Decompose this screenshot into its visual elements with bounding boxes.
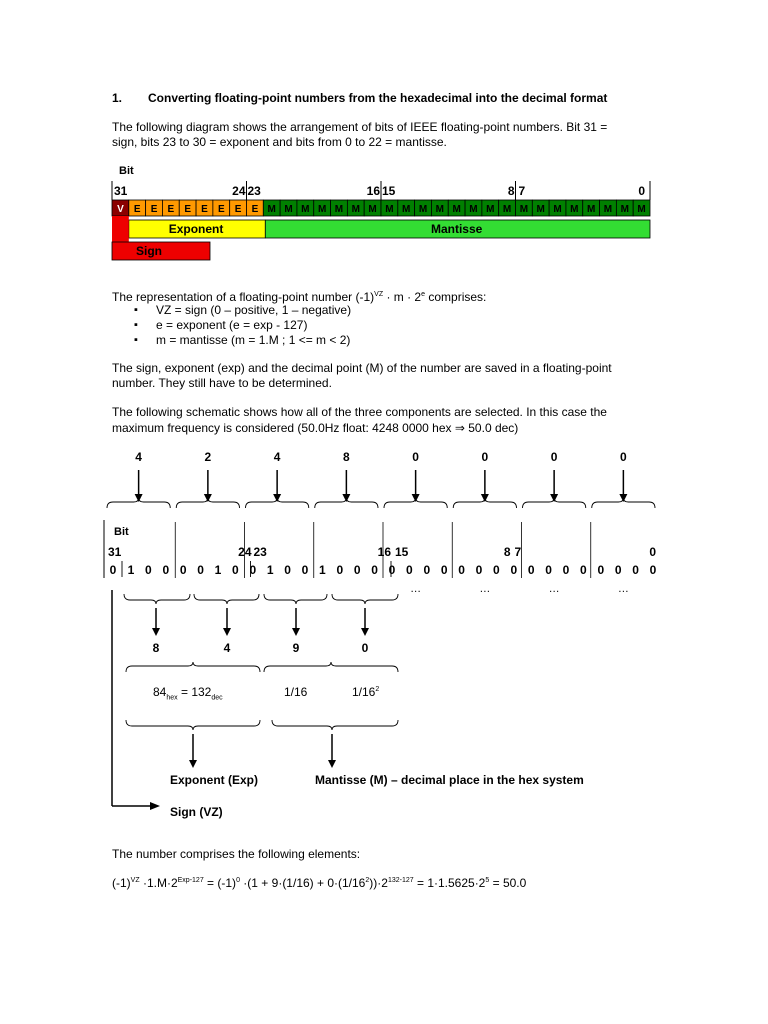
bit-value: 1 [127,563,135,577]
fraction-1-16: 1/16 [284,685,308,699]
group-brace [315,498,378,508]
bit-cell-letter: E [133,204,141,215]
implies-arrow-icon: ⇒ [454,421,465,435]
bit-cell-letter: M [586,204,596,215]
bit-value: 0 [545,563,552,577]
formula-part-1: (-1) [112,876,131,890]
exp-hex: 84 [153,685,167,699]
representation-sup-vz: VZ [374,291,384,298]
sign-arrow-head [150,802,160,810]
bit-value: 0 [510,563,518,577]
bullet-exponent: ▪ e = exponent (e = exp - 127) [134,318,351,333]
tick-label-0: 0 [638,184,645,198]
bit-value: 0 [423,563,431,577]
hex-digit: 2 [204,450,212,464]
arrow-head [361,628,369,636]
schematic-intro-post: 50.0 dec) [464,421,519,435]
bit-value: 0 [145,563,152,577]
exponent-exp-label: Exponent (Exp) [170,773,259,787]
arrow-head [292,628,300,636]
bit-cell-letter: M [620,204,629,215]
hex-digit: 4 [135,450,142,464]
arrow-head [328,760,336,768]
bit-value: 0 [580,563,587,577]
regroup-brace [264,594,327,604]
bit-cell-letter: E [251,204,259,215]
bit-value: 0 [614,563,622,577]
tick-label: 16 [377,545,391,559]
bullet-mantisse: ▪ m = mantisse (m = 1.M ; 1 <= m < 2) [134,333,351,348]
group-brace [384,498,447,508]
arrow-head [223,628,231,636]
exp-dec-sub: dec [211,694,223,702]
mantisse-bar-label: Mantisse [430,222,483,236]
bit-cell-letter: M [435,204,445,215]
bit-label: Bit [114,526,129,538]
regrouped-digit: 8 [152,641,160,655]
arrow-head [189,760,197,768]
hex-digit: 0 [620,450,627,464]
tick-label-15: 15 [382,184,396,198]
bit-value: 0 [597,563,605,577]
exponent-result-brace [126,720,260,730]
saved-line-1: The sign, exponent (exp) and the decimal point (M) of the number are saved in a floating-point [112,361,612,375]
group-brace [523,498,586,508]
intro-line-1: The following diagram shows the arrangement of bits of IEEE floating-point numbers. Bit 31 = [112,120,608,134]
mantisse-group-brace [264,662,398,672]
tick-label-16: 16 [366,184,380,198]
bit-cell-letter: M [385,204,394,215]
regrouped-digit: 4 [223,641,231,655]
ellipsis: … [410,583,422,595]
formula-sup-5: 132-127 [387,877,414,884]
exponent-group-brace [126,662,260,672]
bit-cell-letter: M [368,204,377,215]
mantisse-hex-label: Mantisse (M) – decimal place in the hex system [315,773,584,787]
bit-value: 1 [214,563,222,577]
bit-value: 0 [493,563,500,577]
group-brace [453,498,516,508]
representation-sup-e: e [421,291,426,298]
formula-sup-4: 2 [365,877,370,884]
tick-label-7: 7 [518,184,526,198]
group-brace [176,498,239,508]
bit-value: 0 [301,563,309,577]
ellipsis: … [617,583,629,595]
bit-value: 0 [336,563,344,577]
bit-cell-letter: E [150,204,158,215]
saved-line-2: number. They still have to be determined. [112,376,332,390]
composition-intro: The number comprises the following elements: [112,847,361,861]
tick-label: 31 [108,545,122,559]
tick-label: 7 [514,545,522,559]
bit-cell-letter: M [486,204,495,215]
hex-digit: 4 [273,450,281,464]
formula-part-6: = 1·1.5625·2 [413,876,486,890]
diagram1-bit-label: Bit [119,165,134,177]
mantisse-result-brace [272,720,398,730]
formula-part-3: = (-1) [203,876,237,890]
formula-sup-6: 5 [485,877,490,884]
bit-cell-letter: M [301,204,310,215]
bit-cell-letter: M [351,204,360,215]
exp-hex-sub: hex [166,694,178,702]
bit-cell-letter: M [553,204,562,215]
tick-label: 24 [238,545,252,559]
bit-cell-letter: M [519,204,529,215]
bit-cell-letter: M [402,204,411,215]
tick-label-8: 8 [507,184,515,198]
bit-value: 0 [440,563,448,577]
bit-cell-letter: E [217,204,225,215]
formula-sup-1: VZ [130,877,140,884]
bit-cell-letter: M [570,204,579,215]
bit-cell-letter: M [317,204,327,215]
bit-cell-letter: M [418,204,428,215]
regroup-brace [332,594,398,604]
bit-value: 0 [197,563,204,577]
ellipsis: … [548,583,560,595]
exponent-hex-value [153,685,223,702]
bit-value: 0 [649,563,657,577]
regroup-brace [124,594,190,604]
bit-value: 0 [232,563,239,577]
bit-cell-letter: E [234,204,242,215]
sign-vz-label: Sign (VZ) [170,805,223,819]
bit-value: 0 [109,563,117,577]
formula-part-2: ·1.M·2 [139,876,178,890]
fraction-1-16-squared [352,685,379,699]
regrouped-digit: 9 [292,641,300,655]
bit-cell-letter: M [603,204,613,215]
tick-label-24: 24 [232,184,246,198]
hex-digit: 8 [343,450,350,464]
tick-label: 8 [503,545,511,559]
bit-value: 0 [371,563,378,577]
section-title: Converting floating-point numbers from the hexadecimal into the decimal format [148,91,608,105]
bit-cell-letter: M [334,204,344,215]
bit-value: 0 [632,563,639,577]
hex-digit: 0 [550,450,558,464]
bit-value: 0 [458,563,465,577]
formula-part-4: ·(1 + 9·(1/16) + 0·(1/16 [239,876,366,890]
formula-part-7: = 50.0 [489,876,527,890]
formula-sup-2: Exp-127 [177,877,204,884]
arrow-head [152,628,160,636]
representation-text-pre: The representation of a floating-point number (-1) [112,290,375,304]
bit-value: 0 [527,563,535,577]
bit-cell-letter: M [536,204,545,215]
bit-cell-letter: E [184,204,191,215]
bullet-sign: ▪ VZ = sign (0 – positive, 1 – negative) [134,303,351,318]
bit-value: 1 [266,563,274,577]
bit-cell-letter: V [117,204,124,215]
bit-cell-letter: M [637,204,646,215]
schematic-intro-line-1: The following schematic shows how all of the three components are selected. In this case the [112,405,607,419]
bit-value: 0 [353,563,361,577]
intro-line-2: sign, bits 23 to 30 = exponent and bits from 0 to 22 = mantisse. [112,135,447,149]
ellipsis: … [479,583,491,595]
bit-value: 0 [475,563,483,577]
regrouped-digit: 0 [361,641,369,655]
bit-value: 0 [249,563,257,577]
representation-text-post: comprises: [425,290,487,304]
bit-value: 0 [284,563,291,577]
frac2: 1/16 [352,685,376,699]
formula-sup-3: 0 [236,877,240,884]
bit-value: 0 [162,563,170,577]
regroup-brace [194,594,259,604]
bit-value: 0 [179,563,187,577]
formula-part-5: ))·2 [369,876,388,890]
section-number: 1. [112,91,123,105]
sign-bar-label: Sign [136,244,162,258]
frac2-sup: 2 [375,686,380,693]
bit-value: 0 [562,563,570,577]
exponent-bar-label: Exponent [168,222,224,236]
bit-cell-letter: E [167,204,175,215]
hex-digit: 0 [412,450,419,464]
bit-cell-letter: M [267,204,276,215]
composition-formula [112,876,526,890]
bit-cell-letter: M [452,204,461,215]
bit-value: 1 [319,563,326,577]
bit-cell-letter: M [502,204,512,215]
schematic-intro-pre: maximum frequency is considered (50.0Hz float: 4248 0000 hex [112,421,455,435]
group-brace [592,498,655,508]
tick-label: 23 [253,545,267,559]
tick-label-31: 31 [114,184,128,198]
group-brace [107,498,170,508]
bit-cell-letter: M [469,204,478,215]
bit-cell-letter: E [201,204,208,215]
bit-value: 0 [388,563,396,577]
tick-label: 15 [395,545,409,559]
tick-label-23: 23 [247,184,261,198]
exp-eq: = 132 [177,685,212,699]
bit-cell-letter: M [284,204,293,215]
group-brace [246,498,309,508]
hex-digit: 0 [481,450,489,464]
representation-text-mid: · m · 2 [383,290,422,304]
tick-label: 0 [649,545,656,559]
bit-value: 0 [406,563,413,577]
